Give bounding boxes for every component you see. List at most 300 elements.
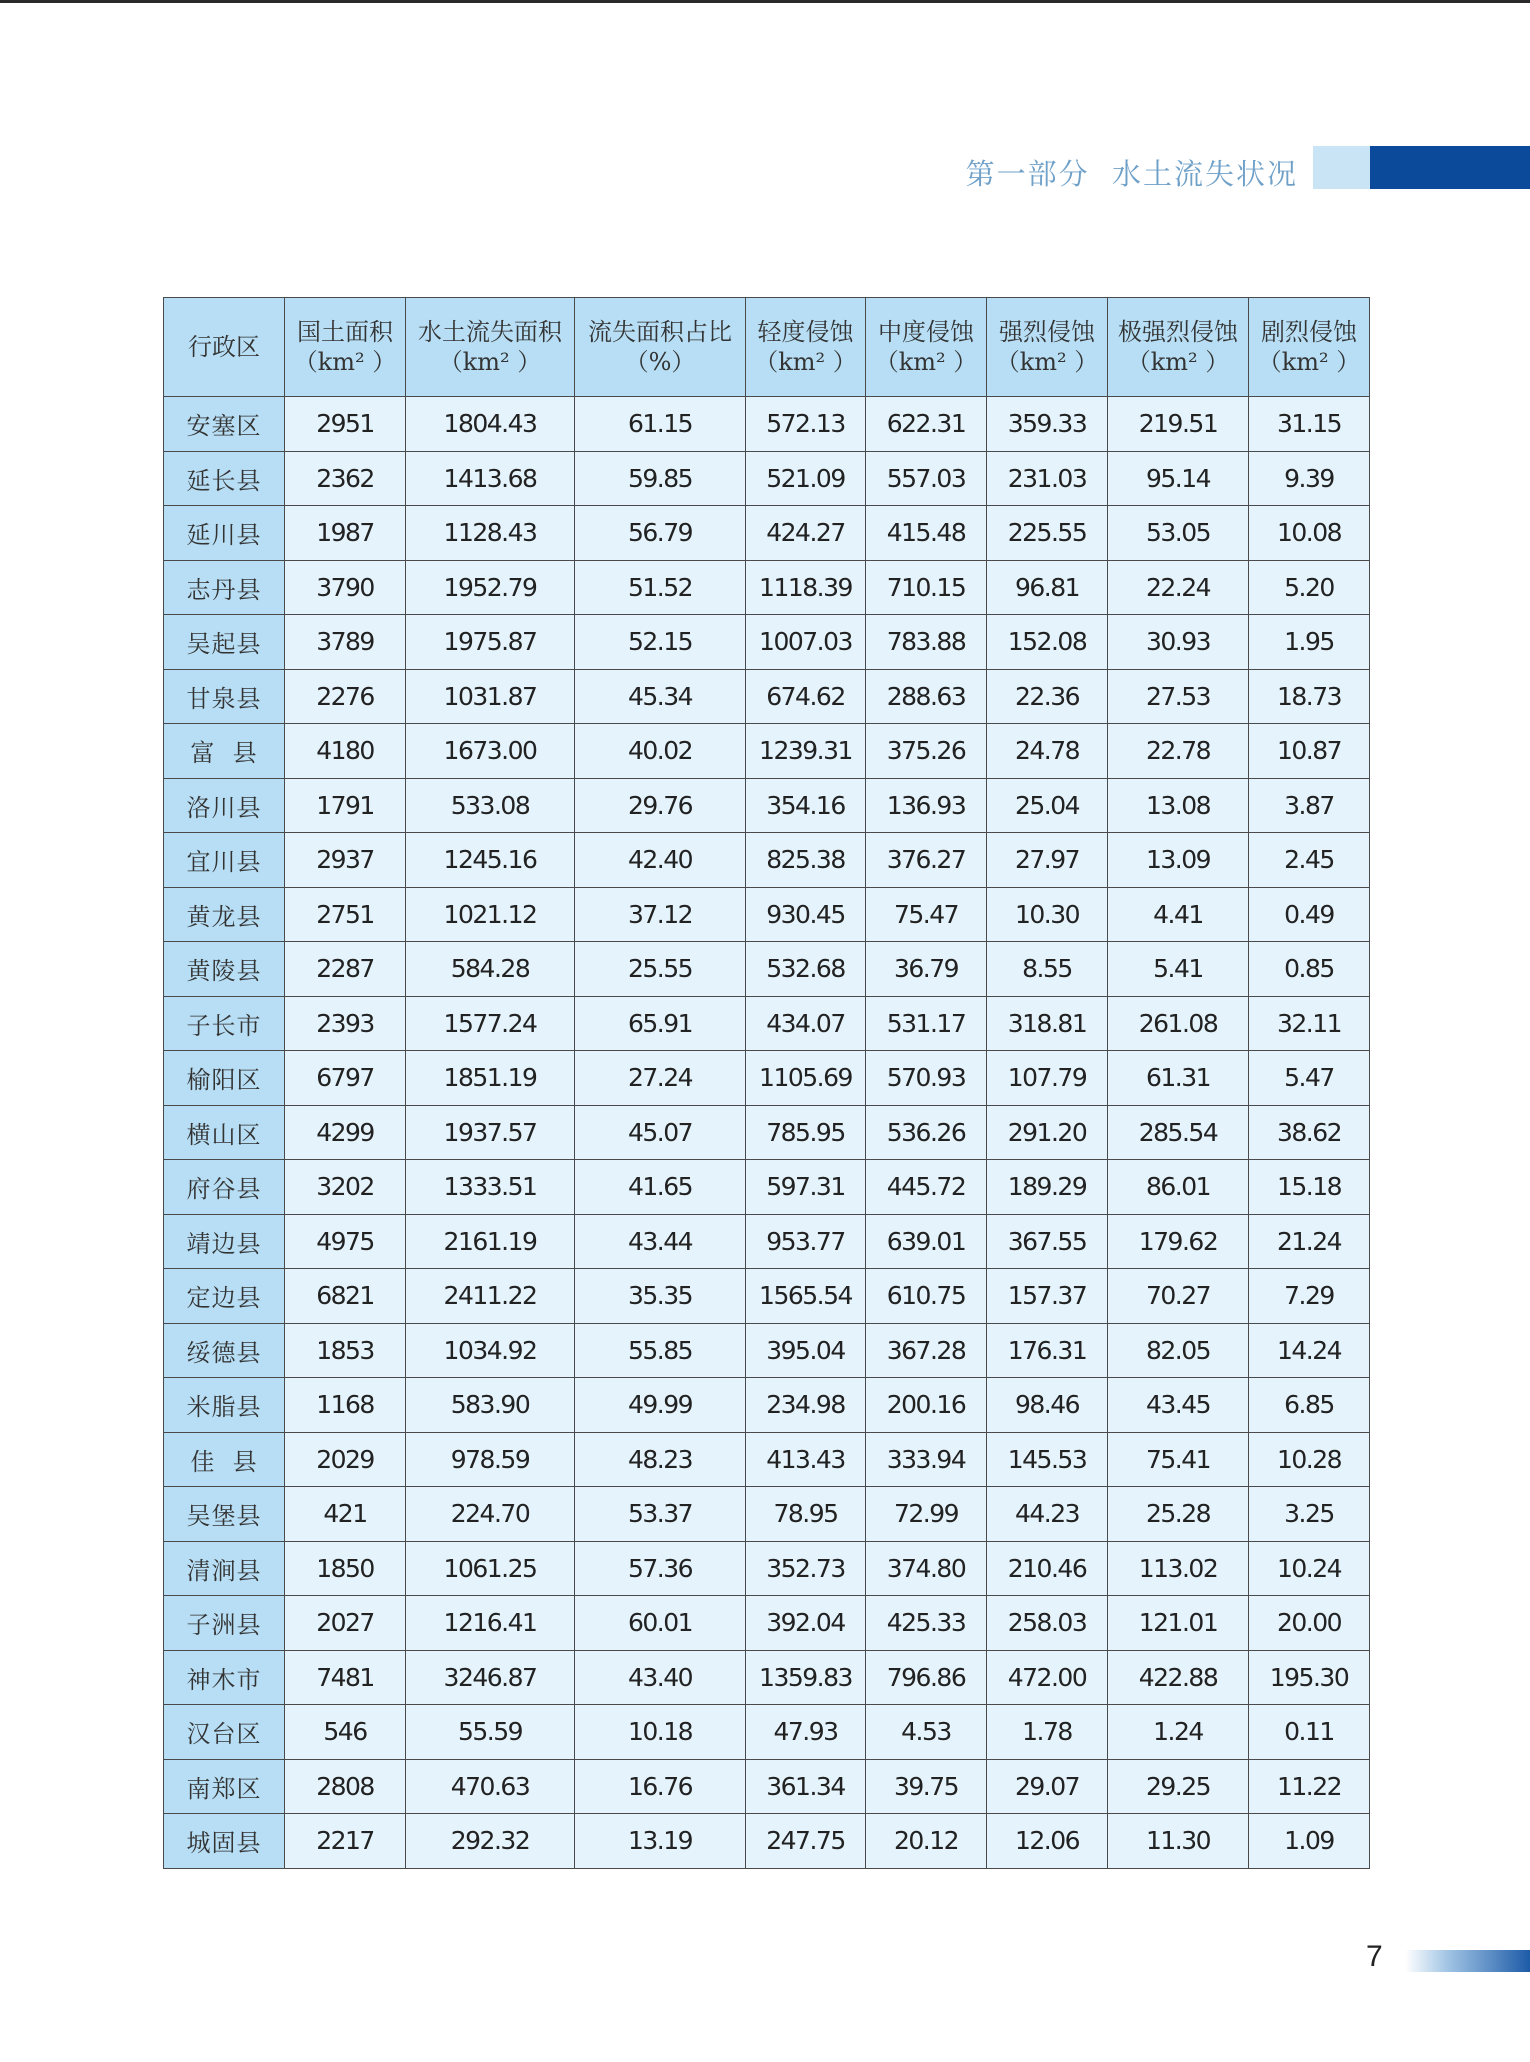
table-cell: 472.00 bbox=[987, 1650, 1108, 1705]
table-cell: 4.41 bbox=[1108, 887, 1249, 942]
region-name-cell: 吴起县 bbox=[164, 615, 285, 670]
table-row bbox=[164, 833, 1370, 888]
column-header-unit: （km² ） bbox=[995, 348, 1099, 376]
column-header-unit: （%） bbox=[624, 348, 696, 376]
region-name-cell: 安塞区 bbox=[164, 397, 285, 452]
table-cell: 43.45 bbox=[1108, 1378, 1249, 1433]
table-cell: 31.15 bbox=[1249, 397, 1370, 452]
table-cell: 3790 bbox=[285, 560, 406, 615]
table-cell: 22.36 bbox=[987, 669, 1108, 724]
header-accent-dark bbox=[1370, 146, 1530, 189]
table-cell: 1021.12 bbox=[406, 887, 575, 942]
table-cell: 532.68 bbox=[746, 942, 866, 997]
table-cell: 622.31 bbox=[866, 397, 987, 452]
table-cell: 78.95 bbox=[746, 1487, 866, 1542]
table-cell: 531.17 bbox=[866, 996, 987, 1051]
table-cell: 25.55 bbox=[575, 942, 746, 997]
table-cell: 6821 bbox=[285, 1269, 406, 1324]
table-cell: 55.59 bbox=[406, 1705, 575, 1760]
table-cell: 288.63 bbox=[866, 669, 987, 724]
table-row bbox=[164, 1323, 1370, 1378]
region-name-cell: 黄龙县 bbox=[164, 887, 285, 942]
table-cell: 234.98 bbox=[746, 1378, 866, 1433]
table-cell: 710.15 bbox=[866, 560, 987, 615]
table-row bbox=[164, 942, 1370, 997]
column-header-name: 行政区 bbox=[188, 333, 260, 361]
table-cell: 20.00 bbox=[1249, 1596, 1370, 1651]
table-cell: 231.03 bbox=[987, 451, 1108, 506]
table-cell: 10.28 bbox=[1249, 1432, 1370, 1487]
table-cell: 49.99 bbox=[575, 1378, 746, 1433]
column-header bbox=[406, 298, 575, 397]
table-cell: 1987 bbox=[285, 506, 406, 561]
region-name-cell: 靖边县 bbox=[164, 1214, 285, 1269]
table-cell: 57.36 bbox=[575, 1541, 746, 1596]
region-name-cell: 城固县 bbox=[164, 1814, 285, 1869]
column-header-name: 剧烈侵蚀 bbox=[1261, 318, 1357, 346]
table-cell: 597.31 bbox=[746, 1160, 866, 1215]
table-cell: 86.01 bbox=[1108, 1160, 1249, 1215]
table-cell: 2.45 bbox=[1249, 833, 1370, 888]
table-row bbox=[164, 1051, 1370, 1106]
region-name-cell: 横山区 bbox=[164, 1105, 285, 1160]
table-cell: 5.41 bbox=[1108, 942, 1249, 997]
table-cell: 12.06 bbox=[987, 1814, 1108, 1869]
region-name-cell: 清涧县 bbox=[164, 1541, 285, 1596]
table-cell: 6.85 bbox=[1249, 1378, 1370, 1433]
table-row bbox=[164, 1814, 1370, 1869]
table-cell: 5.20 bbox=[1249, 560, 1370, 615]
column-header bbox=[1249, 298, 1370, 397]
table-cell: 953.77 bbox=[746, 1214, 866, 1269]
column-header bbox=[164, 298, 285, 397]
table-cell: 38.62 bbox=[1249, 1105, 1370, 1160]
table-cell: 56.79 bbox=[575, 506, 746, 561]
table-cell: 1937.57 bbox=[406, 1105, 575, 1160]
region-name-cell: 甘泉县 bbox=[164, 669, 285, 724]
table-cell: 1673.00 bbox=[406, 724, 575, 779]
region-name-cell: 宜川县 bbox=[164, 833, 285, 888]
table-row bbox=[164, 1269, 1370, 1324]
table-cell: 157.37 bbox=[987, 1269, 1108, 1324]
table-cell: 1359.83 bbox=[746, 1650, 866, 1705]
table-cell: 36.79 bbox=[866, 942, 987, 997]
region-name-cell: 吴堡县 bbox=[164, 1487, 285, 1542]
column-header-name: 水土流失面积 bbox=[418, 318, 562, 346]
table-row bbox=[164, 724, 1370, 779]
table-cell: 0.85 bbox=[1249, 942, 1370, 997]
section-title: 第一部分 水土流失状况 bbox=[965, 157, 1298, 191]
table-cell: 200.16 bbox=[866, 1378, 987, 1433]
region-name-cell: 志丹县 bbox=[164, 560, 285, 615]
table-row bbox=[164, 615, 1370, 670]
table-cell: 352.73 bbox=[746, 1541, 866, 1596]
table-cell: 10.18 bbox=[575, 1705, 746, 1760]
table-cell: 367.28 bbox=[866, 1323, 987, 1378]
table-cell: 53.05 bbox=[1108, 506, 1249, 561]
table-cell: 29.25 bbox=[1108, 1759, 1249, 1814]
table-cell: 32.11 bbox=[1249, 996, 1370, 1051]
table-cell: 639.01 bbox=[866, 1214, 987, 1269]
table-cell: 434.07 bbox=[746, 996, 866, 1051]
table-cell: 29.76 bbox=[575, 778, 746, 833]
table-header-row bbox=[164, 298, 1370, 397]
table-cell: 413.43 bbox=[746, 1432, 866, 1487]
table-cell: 2161.19 bbox=[406, 1214, 575, 1269]
table-cell: 43.40 bbox=[575, 1650, 746, 1705]
table-row bbox=[164, 1541, 1370, 1596]
table-cell: 22.78 bbox=[1108, 724, 1249, 779]
table-cell: 395.04 bbox=[746, 1323, 866, 1378]
table-cell: 29.07 bbox=[987, 1759, 1108, 1814]
table-cell: 533.08 bbox=[406, 778, 575, 833]
table-cell: 95.14 bbox=[1108, 451, 1249, 506]
table-cell: 785.95 bbox=[746, 1105, 866, 1160]
table-cell: 2393 bbox=[285, 996, 406, 1051]
table-cell: 361.34 bbox=[746, 1759, 866, 1814]
table-cell: 3246.87 bbox=[406, 1650, 575, 1705]
column-header bbox=[987, 298, 1108, 397]
table-cell: 189.29 bbox=[987, 1160, 1108, 1215]
table-cell: 583.90 bbox=[406, 1378, 575, 1433]
table-cell: 52.15 bbox=[575, 615, 746, 670]
table-cell: 930.45 bbox=[746, 887, 866, 942]
table-cell: 39.75 bbox=[866, 1759, 987, 1814]
table-cell: 7481 bbox=[285, 1650, 406, 1705]
table-cell: 1791 bbox=[285, 778, 406, 833]
table-cell: 1168 bbox=[285, 1378, 406, 1433]
table-cell: 40.02 bbox=[575, 724, 746, 779]
column-header bbox=[575, 298, 746, 397]
table-cell: 72.99 bbox=[866, 1487, 987, 1542]
column-header-name: 流失面积占比 bbox=[588, 318, 732, 346]
table-cell: 113.02 bbox=[1108, 1541, 1249, 1596]
table-cell: 1.95 bbox=[1249, 615, 1370, 670]
table-cell: 145.53 bbox=[987, 1432, 1108, 1487]
table-cell: 53.37 bbox=[575, 1487, 746, 1542]
table-cell: 1007.03 bbox=[746, 615, 866, 670]
table-cell: 2937 bbox=[285, 833, 406, 888]
table-cell: 176.31 bbox=[987, 1323, 1108, 1378]
table-cell: 11.30 bbox=[1108, 1814, 1249, 1869]
table-cell: 44.23 bbox=[987, 1487, 1108, 1542]
table-cell: 21.24 bbox=[1249, 1214, 1370, 1269]
table-cell: 318.81 bbox=[987, 996, 1108, 1051]
table-cell: 1239.31 bbox=[746, 724, 866, 779]
region-name-cell: 米脂县 bbox=[164, 1378, 285, 1433]
table-cell: 47.93 bbox=[746, 1705, 866, 1760]
column-header-name: 强烈侵蚀 bbox=[999, 318, 1095, 346]
table-cell: 7.29 bbox=[1249, 1269, 1370, 1324]
table-cell: 445.72 bbox=[866, 1160, 987, 1215]
table-cell: 796.86 bbox=[866, 1650, 987, 1705]
table-row bbox=[164, 1705, 1370, 1760]
table-cell: 224.70 bbox=[406, 1487, 575, 1542]
table-cell: 392.04 bbox=[746, 1596, 866, 1651]
table-body bbox=[164, 397, 1370, 1869]
table-cell: 292.32 bbox=[406, 1814, 575, 1869]
table-cell: 10.24 bbox=[1249, 1541, 1370, 1596]
region-name-cell: 洛川县 bbox=[164, 778, 285, 833]
table-cell: 65.91 bbox=[575, 996, 746, 1051]
table-cell: 18.73 bbox=[1249, 669, 1370, 724]
region-name-cell: 府谷县 bbox=[164, 1160, 285, 1215]
table-cell: 1850 bbox=[285, 1541, 406, 1596]
table-cell: 1.78 bbox=[987, 1705, 1108, 1760]
table-cell: 0.11 bbox=[1249, 1705, 1370, 1760]
table-cell: 98.46 bbox=[987, 1378, 1108, 1433]
table-cell: 610.75 bbox=[866, 1269, 987, 1324]
table-cell: 359.33 bbox=[987, 397, 1108, 452]
table-cell: 35.35 bbox=[575, 1269, 746, 1324]
table-cell: 1577.24 bbox=[406, 996, 575, 1051]
table-cell: 225.55 bbox=[987, 506, 1108, 561]
table-cell: 27.53 bbox=[1108, 669, 1249, 724]
top-rule bbox=[0, 0, 1530, 3]
table-cell: 70.27 bbox=[1108, 1269, 1249, 1324]
table-cell: 470.63 bbox=[406, 1759, 575, 1814]
table-row bbox=[164, 778, 1370, 833]
table-cell: 107.79 bbox=[987, 1051, 1108, 1106]
table-cell: 1105.69 bbox=[746, 1051, 866, 1106]
table-cell: 425.33 bbox=[866, 1596, 987, 1651]
table-cell: 121.01 bbox=[1108, 1596, 1249, 1651]
column-header-unit: （km² ） bbox=[874, 348, 978, 376]
table-row bbox=[164, 1759, 1370, 1814]
table-cell: 1333.51 bbox=[406, 1160, 575, 1215]
table-row bbox=[164, 887, 1370, 942]
table-cell: 2029 bbox=[285, 1432, 406, 1487]
column-header bbox=[746, 298, 866, 397]
column-header-unit: （km² ） bbox=[293, 348, 397, 376]
table-cell: 1216.41 bbox=[406, 1596, 575, 1651]
table-cell: 424.27 bbox=[746, 506, 866, 561]
table-row bbox=[164, 1596, 1370, 1651]
table-cell: 4299 bbox=[285, 1105, 406, 1160]
table-row bbox=[164, 1214, 1370, 1269]
table-cell: 27.97 bbox=[987, 833, 1108, 888]
table-cell: 376.27 bbox=[866, 833, 987, 888]
table-row bbox=[164, 669, 1370, 724]
table-cell: 3202 bbox=[285, 1160, 406, 1215]
table-cell: 10.08 bbox=[1249, 506, 1370, 561]
table-cell: 2808 bbox=[285, 1759, 406, 1814]
table-cell: 1.09 bbox=[1249, 1814, 1370, 1869]
table-cell: 60.01 bbox=[575, 1596, 746, 1651]
region-name-cell: 延川县 bbox=[164, 506, 285, 561]
table-cell: 2411.22 bbox=[406, 1269, 575, 1324]
table-cell: 59.85 bbox=[575, 451, 746, 506]
table-cell: 291.20 bbox=[987, 1105, 1108, 1160]
region-name-cell: 汉台区 bbox=[164, 1705, 285, 1760]
table-cell: 41.65 bbox=[575, 1160, 746, 1215]
table-cell: 61.15 bbox=[575, 397, 746, 452]
region-name-cell: 榆阳区 bbox=[164, 1051, 285, 1106]
region-name-cell: 富 县 bbox=[164, 724, 285, 779]
table-cell: 22.24 bbox=[1108, 560, 1249, 615]
table-row bbox=[164, 996, 1370, 1051]
column-header bbox=[285, 298, 406, 397]
table-cell: 1128.43 bbox=[406, 506, 575, 561]
column-header-unit: （km² ） bbox=[1126, 348, 1230, 376]
column-header-unit: （km² ） bbox=[438, 348, 542, 376]
column-header-name: 国土面积 bbox=[297, 318, 393, 346]
table-cell: 521.09 bbox=[746, 451, 866, 506]
table-cell: 1413.68 bbox=[406, 451, 575, 506]
table-cell: 674.62 bbox=[746, 669, 866, 724]
table-cell: 3.87 bbox=[1249, 778, 1370, 833]
region-name-cell: 子洲县 bbox=[164, 1596, 285, 1651]
table-cell: 0.49 bbox=[1249, 887, 1370, 942]
table-cell: 24.78 bbox=[987, 724, 1108, 779]
table-cell: 422.88 bbox=[1108, 1650, 1249, 1705]
table-cell: 5.47 bbox=[1249, 1051, 1370, 1106]
table-cell: 1851.19 bbox=[406, 1051, 575, 1106]
table-cell: 152.08 bbox=[987, 615, 1108, 670]
table-cell: 2362 bbox=[285, 451, 406, 506]
table-cell: 15.18 bbox=[1249, 1160, 1370, 1215]
column-header-unit: （km² ） bbox=[1257, 348, 1361, 376]
table-cell: 96.81 bbox=[987, 560, 1108, 615]
table-cell: 572.13 bbox=[746, 397, 866, 452]
table-cell: 45.07 bbox=[575, 1105, 746, 1160]
table-cell: 43.44 bbox=[575, 1214, 746, 1269]
table-cell: 2217 bbox=[285, 1814, 406, 1869]
table-cell: 3789 bbox=[285, 615, 406, 670]
table-cell: 258.03 bbox=[987, 1596, 1108, 1651]
table-cell: 584.28 bbox=[406, 942, 575, 997]
table-cell: 261.08 bbox=[1108, 996, 1249, 1051]
table-cell: 978.59 bbox=[406, 1432, 575, 1487]
table-cell: 37.12 bbox=[575, 887, 746, 942]
table-cell: 61.31 bbox=[1108, 1051, 1249, 1106]
table-row bbox=[164, 1432, 1370, 1487]
table-cell: 375.26 bbox=[866, 724, 987, 779]
table-row bbox=[164, 1650, 1370, 1705]
table-cell: 1853 bbox=[285, 1323, 406, 1378]
table-row bbox=[164, 1378, 1370, 1433]
table-cell: 14.24 bbox=[1249, 1323, 1370, 1378]
table-cell: 1118.39 bbox=[746, 560, 866, 615]
table-cell: 1975.87 bbox=[406, 615, 575, 670]
table-cell: 1.24 bbox=[1108, 1705, 1249, 1760]
table-row bbox=[164, 1160, 1370, 1215]
table-cell: 75.41 bbox=[1108, 1432, 1249, 1487]
table-cell: 1565.54 bbox=[746, 1269, 866, 1324]
table-cell: 421 bbox=[285, 1487, 406, 1542]
table-row bbox=[164, 1105, 1370, 1160]
table-cell: 557.03 bbox=[866, 451, 987, 506]
table-cell: 13.09 bbox=[1108, 833, 1249, 888]
table-cell: 4975 bbox=[285, 1214, 406, 1269]
table-cell: 55.85 bbox=[575, 1323, 746, 1378]
table-cell: 13.08 bbox=[1108, 778, 1249, 833]
column-header-unit: （km² ） bbox=[754, 348, 857, 376]
table-cell: 30.93 bbox=[1108, 615, 1249, 670]
column-header-name: 极强烈侵蚀 bbox=[1118, 318, 1238, 346]
table-cell: 25.04 bbox=[987, 778, 1108, 833]
table-cell: 570.93 bbox=[866, 1051, 987, 1106]
table-cell: 536.26 bbox=[866, 1105, 987, 1160]
table-cell: 42.40 bbox=[575, 833, 746, 888]
column-header-name: 中度侵蚀 bbox=[878, 318, 974, 346]
region-name-cell: 绥德县 bbox=[164, 1323, 285, 1378]
table-cell: 10.30 bbox=[987, 887, 1108, 942]
table-cell: 6797 bbox=[285, 1051, 406, 1106]
table-cell: 219.51 bbox=[1108, 397, 1249, 452]
table-cell: 354.16 bbox=[746, 778, 866, 833]
table-cell: 136.93 bbox=[866, 778, 987, 833]
table-cell: 195.30 bbox=[1249, 1650, 1370, 1705]
table-cell: 374.80 bbox=[866, 1541, 987, 1596]
column-header bbox=[866, 298, 987, 397]
region-name-cell: 定边县 bbox=[164, 1269, 285, 1324]
table-cell: 2027 bbox=[285, 1596, 406, 1651]
region-name-cell: 神木市 bbox=[164, 1650, 285, 1705]
region-name-cell: 南郑区 bbox=[164, 1759, 285, 1814]
table-cell: 9.39 bbox=[1249, 451, 1370, 506]
table-cell: 2287 bbox=[285, 942, 406, 997]
table-cell: 45.34 bbox=[575, 669, 746, 724]
column-header-name: 轻度侵蚀 bbox=[757, 318, 854, 346]
table-cell: 8.55 bbox=[987, 942, 1108, 997]
table-cell: 247.75 bbox=[746, 1814, 866, 1869]
table-cell: 11.22 bbox=[1249, 1759, 1370, 1814]
table-row bbox=[164, 506, 1370, 561]
soil-erosion-table bbox=[163, 297, 1370, 1869]
column-header bbox=[1108, 298, 1249, 397]
table-cell: 2951 bbox=[285, 397, 406, 452]
table-row bbox=[164, 1487, 1370, 1542]
region-name-cell: 延长县 bbox=[164, 451, 285, 506]
table-cell: 27.24 bbox=[575, 1051, 746, 1106]
region-name-cell: 黄陵县 bbox=[164, 942, 285, 997]
table-cell: 20.12 bbox=[866, 1814, 987, 1869]
table-cell: 16.76 bbox=[575, 1759, 746, 1814]
table-cell: 75.47 bbox=[866, 887, 987, 942]
table-cell: 48.23 bbox=[575, 1432, 746, 1487]
table-cell: 1034.92 bbox=[406, 1323, 575, 1378]
table-cell: 1245.16 bbox=[406, 833, 575, 888]
table-cell: 1952.79 bbox=[406, 560, 575, 615]
table-cell: 367.55 bbox=[987, 1214, 1108, 1269]
table-cell: 25.28 bbox=[1108, 1487, 1249, 1542]
table-cell: 179.62 bbox=[1108, 1214, 1249, 1269]
region-name-cell: 子长市 bbox=[164, 996, 285, 1051]
table-cell: 2751 bbox=[285, 887, 406, 942]
table-cell: 333.94 bbox=[866, 1432, 987, 1487]
page-number: 7 bbox=[1366, 1940, 1383, 1973]
table-cell: 285.54 bbox=[1108, 1105, 1249, 1160]
table-cell: 82.05 bbox=[1108, 1323, 1249, 1378]
table-row bbox=[164, 560, 1370, 615]
table-cell: 1804.43 bbox=[406, 397, 575, 452]
table-cell: 210.46 bbox=[987, 1541, 1108, 1596]
table-cell: 1031.87 bbox=[406, 669, 575, 724]
table-cell: 4180 bbox=[285, 724, 406, 779]
table-cell: 3.25 bbox=[1249, 1487, 1370, 1542]
table-cell: 1061.25 bbox=[406, 1541, 575, 1596]
table-cell: 2276 bbox=[285, 669, 406, 724]
table-cell: 10.87 bbox=[1249, 724, 1370, 779]
header-accent-light bbox=[1313, 146, 1370, 189]
footer-accent-bar bbox=[1405, 1950, 1530, 1972]
table-cell: 51.52 bbox=[575, 560, 746, 615]
table-row bbox=[164, 451, 1370, 506]
table-cell: 783.88 bbox=[866, 615, 987, 670]
table-cell: 825.38 bbox=[746, 833, 866, 888]
region-name-cell: 佳 县 bbox=[164, 1432, 285, 1487]
